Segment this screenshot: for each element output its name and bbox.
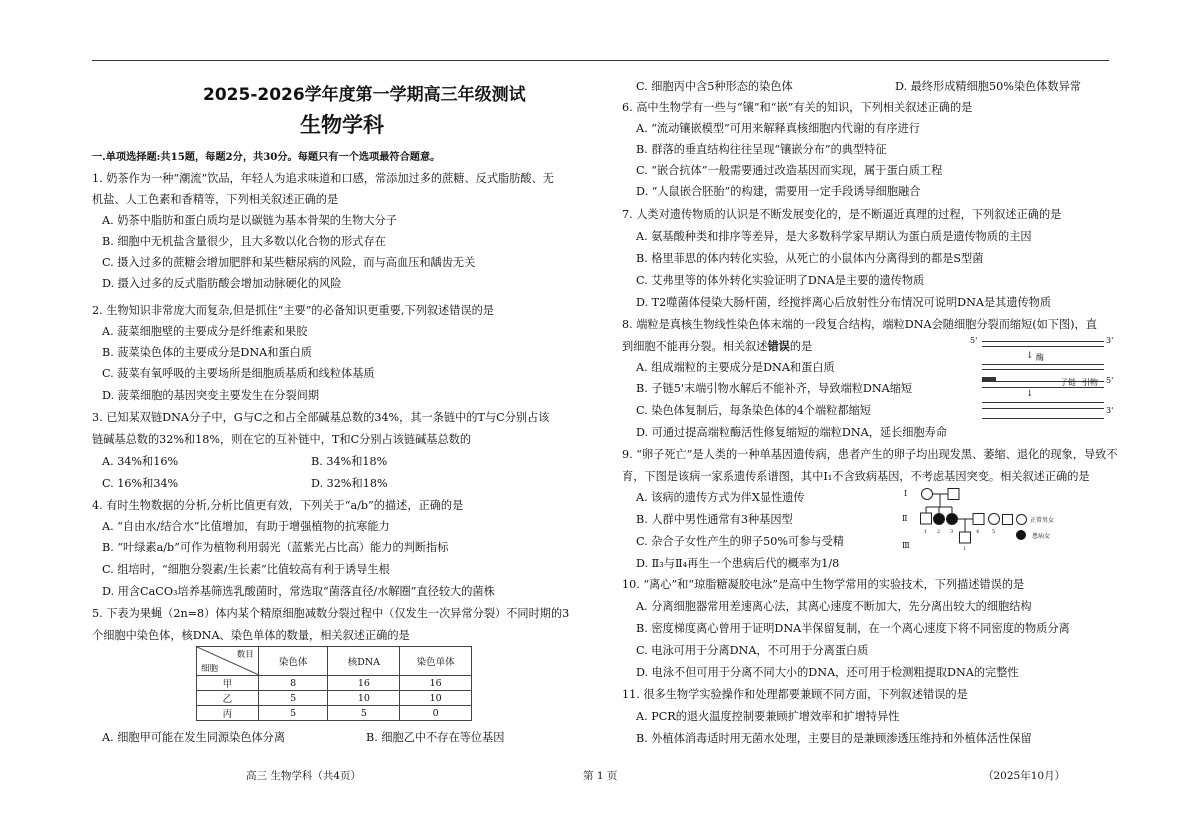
q3-option-a: A. 34%和16% [102, 455, 179, 468]
q10-stem: 10. “离心”和“琼脂糖凝胶电泳”是高中生物学常用的实验技术，下列描述错误的是 [622, 578, 1025, 591]
table-cell: 10 [400, 691, 472, 706]
q5-stem-1: 5. 下表为果蝇（2n=8）体内某个精原细胞减数分裂过程中（仅发生一次异常分裂）不同时期的3 [92, 607, 570, 620]
q10-option-b: B. 密度梯度离心曾用于证明DNA半保留复制，在一个离心速度下将不同密度的物质分离 [636, 622, 1070, 635]
q3-option-c: C. 16%和34% [102, 477, 179, 490]
svg-text:3: 3 [950, 529, 954, 535]
table-cell: 10 [328, 691, 400, 706]
q7-stem: 7. 人类对遗传物质的认识是不断发展变化的，是不断逼近真理的过程，下列叙述正确的是 [622, 208, 1062, 221]
q1-option-c: C. 摄入过多的蔗糖会增加肥胖和某些糖尿病的风险，而与高血压和龋齿无关 [102, 256, 476, 269]
gen-label-2: Ⅱ [902, 514, 908, 523]
q3-option-d: D. 32%和18% [311, 477, 388, 490]
q1-stem-1: 1. 奶茶作为一种“潮流”饮品，年轻人为追求味道和口感，常添加过多的蔗糖、反式脂肪酸、无 [92, 172, 554, 185]
table-cell: 5 [258, 706, 328, 721]
q4-stem: 4. 有时生物数据的分析,分析比值更有效，下列关于“a/b”的描述，正确的是 [92, 499, 464, 512]
legend-male-normal [1002, 514, 1013, 525]
q7-option-b: B. 格里菲思的体内转化实验，从死亡的小鼠体内分离得到的都是S型菌 [636, 252, 984, 265]
q6-option-d: D. “人鼠嵌合胚胎”的构建，需要用一定手段诱导细胞融合 [636, 185, 921, 198]
q1-stem-2: 机盐、人工色素和香精等，下列相关叙述正确的是 [92, 193, 339, 206]
corner-bottom-label: 细胞 [201, 664, 219, 674]
table-header-cell: 核DNA [328, 647, 400, 676]
svg-text:1: 1 [924, 529, 928, 535]
q4-option-a: A. “自由水/结合水”比值增加，有助于增强植物的抗寒能力 [102, 520, 390, 533]
legend-female-normal [1016, 514, 1027, 525]
fig-arrow-down-1: ↓ [1026, 351, 1034, 361]
q3-option-b: B. 34%和18% [311, 455, 388, 468]
q7-option-d: D. T2噬菌体侵染大肠杆菌，经搅拌离心后放射性分布情况可说明DNA是其遗传物质 [636, 296, 1052, 309]
fig-strand-4 [982, 369, 1104, 370]
table-header-cell: 染色体 [258, 647, 328, 676]
q9-stem-2: 育，下图是该病一家系遗传系谱图，其中Ⅰ₁不含致病基因，不考虑基因突变。相关叙述正确的是 [622, 470, 1090, 483]
table-cell: 5 [328, 706, 400, 721]
svg-text:2: 2 [937, 529, 941, 535]
q8-stem-1: 8. 端粒是真核生物线性染色体末端的一段复合结构，端粒DNA会随细胞分裂而缩短(如下图)，直 [622, 318, 1097, 331]
q6-stem: 6. 高中生物学有一些与“镶”和“嵌”有关的知识，下列相关叙述正确的是 [622, 101, 973, 114]
section-header [92, 148, 440, 163]
q9-option-d: D. Ⅱ₃与Ⅱ₄再生一个患病后代的概率为1/8 [636, 557, 840, 570]
q6-option-b: B. 群落的垂直结构往往呈现“镶嵌分布”的典型特征 [636, 143, 887, 156]
table-row [197, 691, 472, 706]
table-row-label: 丙 [197, 706, 259, 721]
gen-label-1: Ⅰ [904, 489, 908, 498]
q2-option-d: D. 菠菜细胞的基因突变主要发生在分裂间期 [102, 389, 320, 402]
q8-emphasis: 错误 [767, 339, 790, 353]
table-cell: 16 [400, 676, 472, 691]
legend-affected-label: 患病女 [1032, 533, 1051, 540]
q8-stem-2a: 到细胞不能再分裂。相关叙述 [622, 340, 768, 353]
q8-stem-2 [622, 339, 812, 354]
q5-option-d: D. 最终形成精细胞50%染色体数异常 [895, 80, 1081, 93]
table-cell: 5 [258, 691, 328, 706]
q5-option-a: A. 细胞甲可能在发生同源染色体分离 [102, 731, 286, 744]
q9-stem-1: 9. “卵子死亡”是人类的一种单基因遗传病，患者产生的卵子均出现发黑、萎缩、退化的现象，导致不 [622, 448, 1118, 461]
q2-option-c: C. 菠菜有氧呼吸的主要场所是细胞质基质和线粒体基质 [102, 367, 375, 380]
table-cell: 0 [400, 706, 472, 721]
q5-stem-2: 个细胞中染色体，核DNA、染色单体的数量，相关叙述正确的是 [92, 629, 410, 642]
table-cell: 16 [328, 676, 400, 691]
q7-option-a: A. 氨基酸种类和排序等差异，是大多数科学家早期认为蛋白质是遗传物质的主因 [636, 230, 1032, 243]
fig-strand-2 [982, 346, 1104, 347]
q7-option-c: C. 艾弗里等的体外转化实验证明了DNA是主要的遗传物质 [636, 274, 925, 287]
q5-option-c: C. 细胞丙中含5种形态的染色体 [636, 80, 793, 93]
q3-stem-2: 链碱基总数的32%和18%，则在它的互补链中，T和C分别占该链碱基总数的 [92, 433, 472, 446]
q8-option-d: D. 可通过提高端粒酶活性修复缩短的端粒DNA，延长细胞寿命 [636, 426, 948, 439]
q1-option-a: A. 奶茶中脂肪和蛋白质均是以碳链为基本骨架的生物大分子 [102, 214, 397, 227]
q6-option-c: C. “嵌合抗体”一般需要通过改造基因而实现，属于蛋白质工程 [636, 164, 943, 177]
legend-female-affected [1016, 530, 1026, 540]
fig-label-3prime-top: 3' [1106, 336, 1114, 345]
q1-option-d: D. 摄入过多的反式脂肪酸会增加动脉硬化的风险 [102, 277, 342, 290]
q2-option-a: A. 菠菜细胞壁的主要成分是纤维素和果胶 [102, 325, 308, 338]
q11-stem: 11. 很多生物学实验操作和处理都要兼顾不同方面，下列叙述错误的是 [622, 688, 968, 701]
fig-strand-7 [982, 402, 1104, 403]
svg-text:5: 5 [992, 529, 996, 535]
table-header-row [197, 647, 472, 676]
q3-stem-1: 3. 已知某双链DNA分子中，G与C之和占全部碱基总数的34%，其一条链中的T与C分别占该 [92, 411, 550, 424]
fig-label-3prime-bot: 3' [1106, 406, 1114, 415]
q9-option-b: B. 人群中男性通常有3种基因型 [636, 513, 793, 526]
fig-primer-block [982, 377, 996, 382]
footer-page: 第 1 页 [583, 770, 618, 782]
q9-option-c: C. 杂合子女性产生的卵子50%可参与受精 [636, 535, 844, 548]
fig-strand-8 [982, 408, 1104, 409]
q2-stem: 2. 生物知识非常庞大而复杂,但是抓住“主要”的必备知识更重要,下列叙述错误的是 [92, 304, 494, 317]
table-row [197, 676, 472, 691]
q5-data-table [196, 646, 472, 721]
q10-option-d: D. 电泳不但可用于分离不同大小的DNA，还可用于检测粗提取DNA的完整性 [636, 666, 1019, 679]
gen-label-3: Ⅲ [902, 541, 910, 550]
q9-option-a: A. 该病的遗传方式为伴X显性遗传 [636, 491, 805, 504]
q8-option-a: A. 组成端粒的主要成分是DNA和蛋白质 [636, 361, 835, 374]
q8-option-c: C. 染色体复制后，每条染色体的4个端粒都缩短 [636, 404, 871, 417]
table-row-label: 乙 [197, 691, 259, 706]
fig-strand-1 [982, 341, 1104, 342]
exam-title: 2025-2026学年度第一学期高三年级测试 [203, 85, 526, 105]
fig-label-enzyme: 酶 [1036, 353, 1044, 362]
subject-title: 生物学科 [300, 112, 384, 137]
svg-text:4: 4 [976, 529, 980, 535]
section-desc: :共15题，每题2分，共30分。每题只有一个选项最符合题意。 [156, 151, 441, 163]
table-cell: 8 [258, 676, 328, 691]
q8-option-b: B. 子链5'末端引物水解后不能补齐，导致端粒DNA缩短 [636, 382, 913, 395]
fig-strand-6 [982, 387, 1104, 388]
table-header-cell: 染色单体 [400, 647, 472, 676]
pedigree-svg [912, 484, 1012, 554]
footer-left: 高三 生物学科（共4页） [246, 770, 362, 782]
q4-option-b: B. “叶绿素a/b”可作为植物利用弱光（蓝紫光占比高）能力的判断指标 [102, 541, 449, 554]
legend-normal-label: 正常男女 [1030, 517, 1055, 524]
q11-option-b: B. 外植体消毒适时用无菌水处理，主要目的是兼顾渗透压维持和外植体活性保留 [636, 732, 1032, 745]
footer-right: （2025年10月） [983, 770, 1066, 782]
svg-text:1: 1 [963, 546, 967, 552]
corner-top-label: 数目 [236, 650, 254, 660]
fig-label-5prime-top: 5' [970, 336, 978, 345]
table-corner-cell [197, 647, 259, 676]
q4-option-d: D. 用含CaCO₃培养基筛选乳酸菌时，常选取“菌落直径/水解圈”直径较大的菌株 [102, 585, 495, 598]
q4-option-c: C. 组培时，“细胞分裂素/生长素”比值较高有利于诱导生根 [102, 563, 390, 576]
fig-arrow-down-2: ↓ [1026, 389, 1034, 399]
q1-option-b: B. 细胞中无机盐含量很少，且大多数以化合物的形式存在 [102, 235, 386, 248]
q10-option-c: C. 电泳可用于分离DNA，不可用于分离蛋白质 [636, 644, 869, 657]
q2-option-b: B. 菠菜染色体的主要成分是DNA和蛋白质 [102, 346, 312, 359]
fig-strand-3 [982, 364, 1104, 365]
q6-option-a: A. “流动镶嵌模型”可用来解释真核细胞内代谢的有序进行 [636, 122, 920, 135]
fig-label-5prime-mid: 5' [1106, 376, 1114, 385]
q5-option-b: B. 细胞乙中不存在等位基因 [366, 731, 505, 744]
fig-label-primer: 引物 [1082, 378, 1098, 387]
table-row [197, 706, 472, 721]
section-label: 一.单项选择题 [92, 151, 157, 163]
top-rule [92, 60, 1109, 61]
table-row-label: 甲 [197, 676, 259, 691]
q11-option-a: A. PCR的退火温度控制要兼顾扩增效率和扩增特异性 [636, 710, 900, 723]
fig-label-child: 子链 [1060, 378, 1076, 387]
fig-strand-9 [982, 418, 1104, 419]
q8-stem-2c: 的是 [789, 340, 813, 353]
q10-option-a: A. 分离细胞器常用差速离心法，其离心速度不断加大，先分离出较大的细胞结构 [636, 600, 1032, 613]
